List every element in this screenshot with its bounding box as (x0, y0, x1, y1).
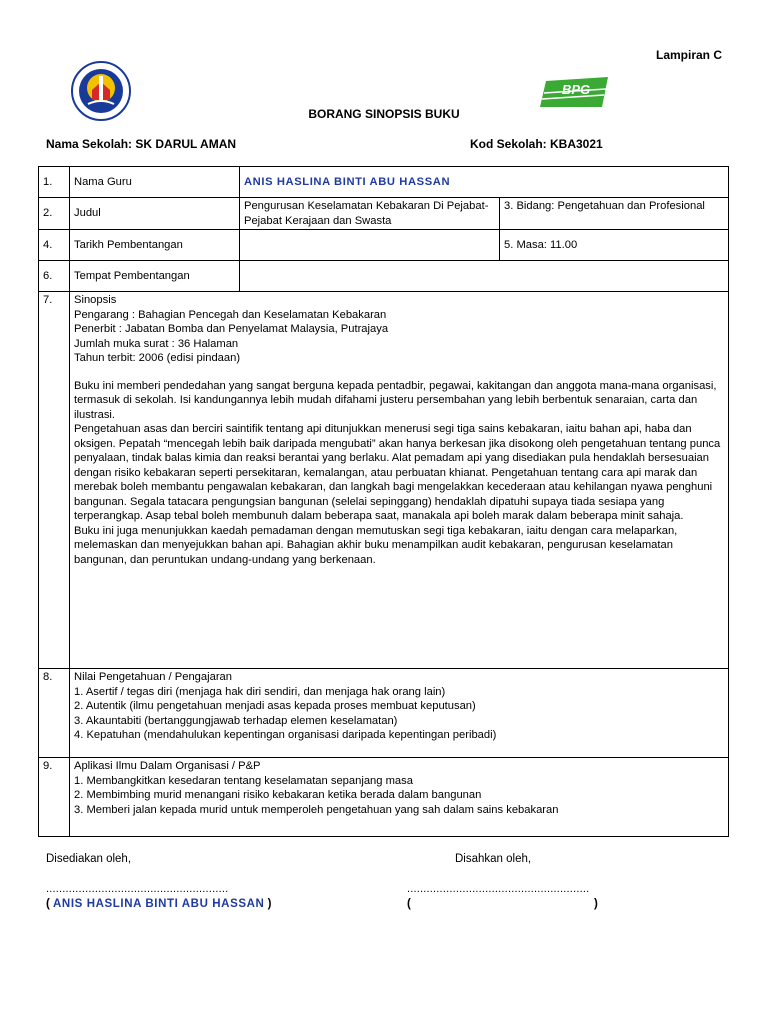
row-aplikasi (39, 758, 729, 837)
row-number: 8. (39, 669, 70, 758)
row-sinopsis (39, 292, 729, 669)
row-nilai (39, 669, 729, 758)
row-number: 1. (39, 167, 70, 198)
detail-line: Tahun terbit: 2006 (edisi pindaan) (74, 352, 241, 364)
prepared-signature-line: ........................................................ (46, 883, 229, 895)
detail-line: Penerbit : Jabatan Bomba dan Penyelamat Malaysia, Putrajaya (74, 323, 389, 335)
approved-signature-line: ........................................................ (407, 883, 590, 895)
row-number: 7. (39, 292, 70, 669)
preparer-name: ANIS HASLINA BINTI ABU HASSAN (53, 898, 265, 910)
teacher-name: ANIS HASLINA BINTI ABU HASSAN (244, 175, 451, 188)
row-number: 4. (39, 230, 70, 261)
approved-by-label: Disahkan oleh, (455, 853, 532, 865)
row-label: Tempat Pembentangan (70, 261, 240, 292)
approver-close-paren: ) (594, 898, 598, 910)
prepared-by-label: Disediakan oleh, (46, 853, 132, 865)
sinopsis-heading: Sinopsis (74, 294, 117, 306)
row-nama-guru (39, 167, 729, 198)
row-tempat (39, 261, 729, 292)
school-name: Nama Sekolah: SK DARUL AMAN (46, 137, 237, 151)
presentation-venue[interactable] (240, 261, 729, 292)
detail-line: Jumlah muka surat : 36 Halaman (74, 337, 239, 350)
list-item: 4. Kepatuhan (mendahulukan kepentingan organisasi daripada kepentingan peribadi) (74, 729, 497, 741)
field-bidang: 3. Bidang: Pengetahuan dan Profesional (500, 198, 729, 230)
list-item: 3. Memberi jalan kepada murid untuk memperoleh pengetahuan yang sah dalam sains kebakaran (74, 803, 559, 816)
list-item: 2. Membimbing murid menangani risiko kebakaran ketika berada dalam bangunan (74, 789, 482, 801)
approver-open-paren: ( (407, 898, 411, 910)
row-number: 2. (39, 198, 70, 230)
sinopsis-paragraph: Buku ini memberi pendedahan yang sangat berguna kepada pentadbir, pegawai, kakitangan dan anggota mana-mana organisasi, termasuk di sekolah. Isi kandungannya lebih mudah difahami justeru persembahan yang lebih berbentuk senaraian, carta dan ilustrasi. (74, 379, 717, 421)
aplikasi-heading: Aplikasi Ilmu Dalam Organisasi / P&P (74, 760, 261, 772)
bpg-logo-text: BPG (562, 82, 591, 97)
row-judul (39, 198, 729, 230)
school-code: Kod Sekolah: KBA3021 (470, 137, 603, 151)
sinopsis-paragraph: Buku ini juga menunjukkan kaedah pemadaman dengan memutuskan segi tiga kebakaran, iaitu dengan cara melaparkan, melemaskan dan menyejukkan bahan api. Bahagian akhir buku menampilkan audit kebakaran, pengurusan keselamatan bangunan, dan peruntukan undang-undang yang berkenaan. (74, 524, 678, 566)
prepared-by-name: ( ANIS HASLINA BINTI ABU HASSAN ) (46, 898, 272, 910)
bpg-logo-icon (540, 75, 610, 109)
field-masa: 5. Masa: 11.00 (500, 230, 729, 261)
row-label: Nama Guru (70, 167, 240, 198)
row-number: 6. (39, 261, 70, 292)
list-item: 1. Asertif / tegas diri (menjaga hak diri sendiri, dan menjaga hak orang lain) (74, 685, 446, 698)
synopsis-form-table (38, 166, 729, 837)
list-item: 1. Membangkitkan kesedaran tentang keselamatan sepanjang masa (74, 774, 413, 787)
sinopsis-paragraph: Pengetahuan asas dan berciri saintifik tentang api ditunjukkan menerusi segi tiga sains kebakaran, iaitu bahan api, haba dan oksigen. Pepatah “mencegah lebih baik daripada mengubati” akan hanya berkesan jika disokong oleh pengetahuan tentang punca penyalaan, tindak balas kimia dan reaksi berantai yang berlaku. Alat pemadam api yang disediakan pula hendaklah bersesuaian dengan risiko kebakaran seperti persekitaran, kemalangan, atau perbuatan khianat. Pengetahuan tentang cara api marak dan merebak boleh membantu pengawalan kebakaran, dan langkah bagi mengelakkan kecederaan atau kehilangan nyawa penghuni bangunan. Segala tatacara pengungsian bangunan (selelai sepinggang) hendaklah dipatuhi supaya tiada sesiapa yang terperangkap. Asap tebal boleh membunuh dalam beberapa saat, manakala api boleh marak dalam beberapa minit sahaja. (74, 423, 721, 522)
row-number: 9. (39, 758, 70, 837)
row-tarikh (39, 230, 729, 261)
presentation-date[interactable] (240, 230, 500, 261)
row-label: Judul (70, 198, 240, 230)
lampiran-label: Lampiran C (655, 48, 722, 62)
list-item: 2. Autentik (ilmu pengetahuan menjadi asas kepada proses membuat keputusan) (74, 700, 476, 712)
list-item: 3. Akauntabiti (bertanggungjawab terhadap elemen keselamatan) (74, 714, 398, 727)
form-title: BORANG SINOPSIS BUKU (308, 107, 460, 121)
nilai-heading: Nilai Pengetahuan / Pengajaran (74, 671, 232, 683)
book-title: Pengurusan Keselamatan Kebakaran Di Pejabat-Pejabat Kerajaan dan Swasta (240, 198, 500, 230)
detail-line: Pengarang : Bahagian Pencegah dan Keselamatan Kebakaran (74, 308, 387, 321)
row-label: Tarikh Pembentangan (70, 230, 240, 261)
